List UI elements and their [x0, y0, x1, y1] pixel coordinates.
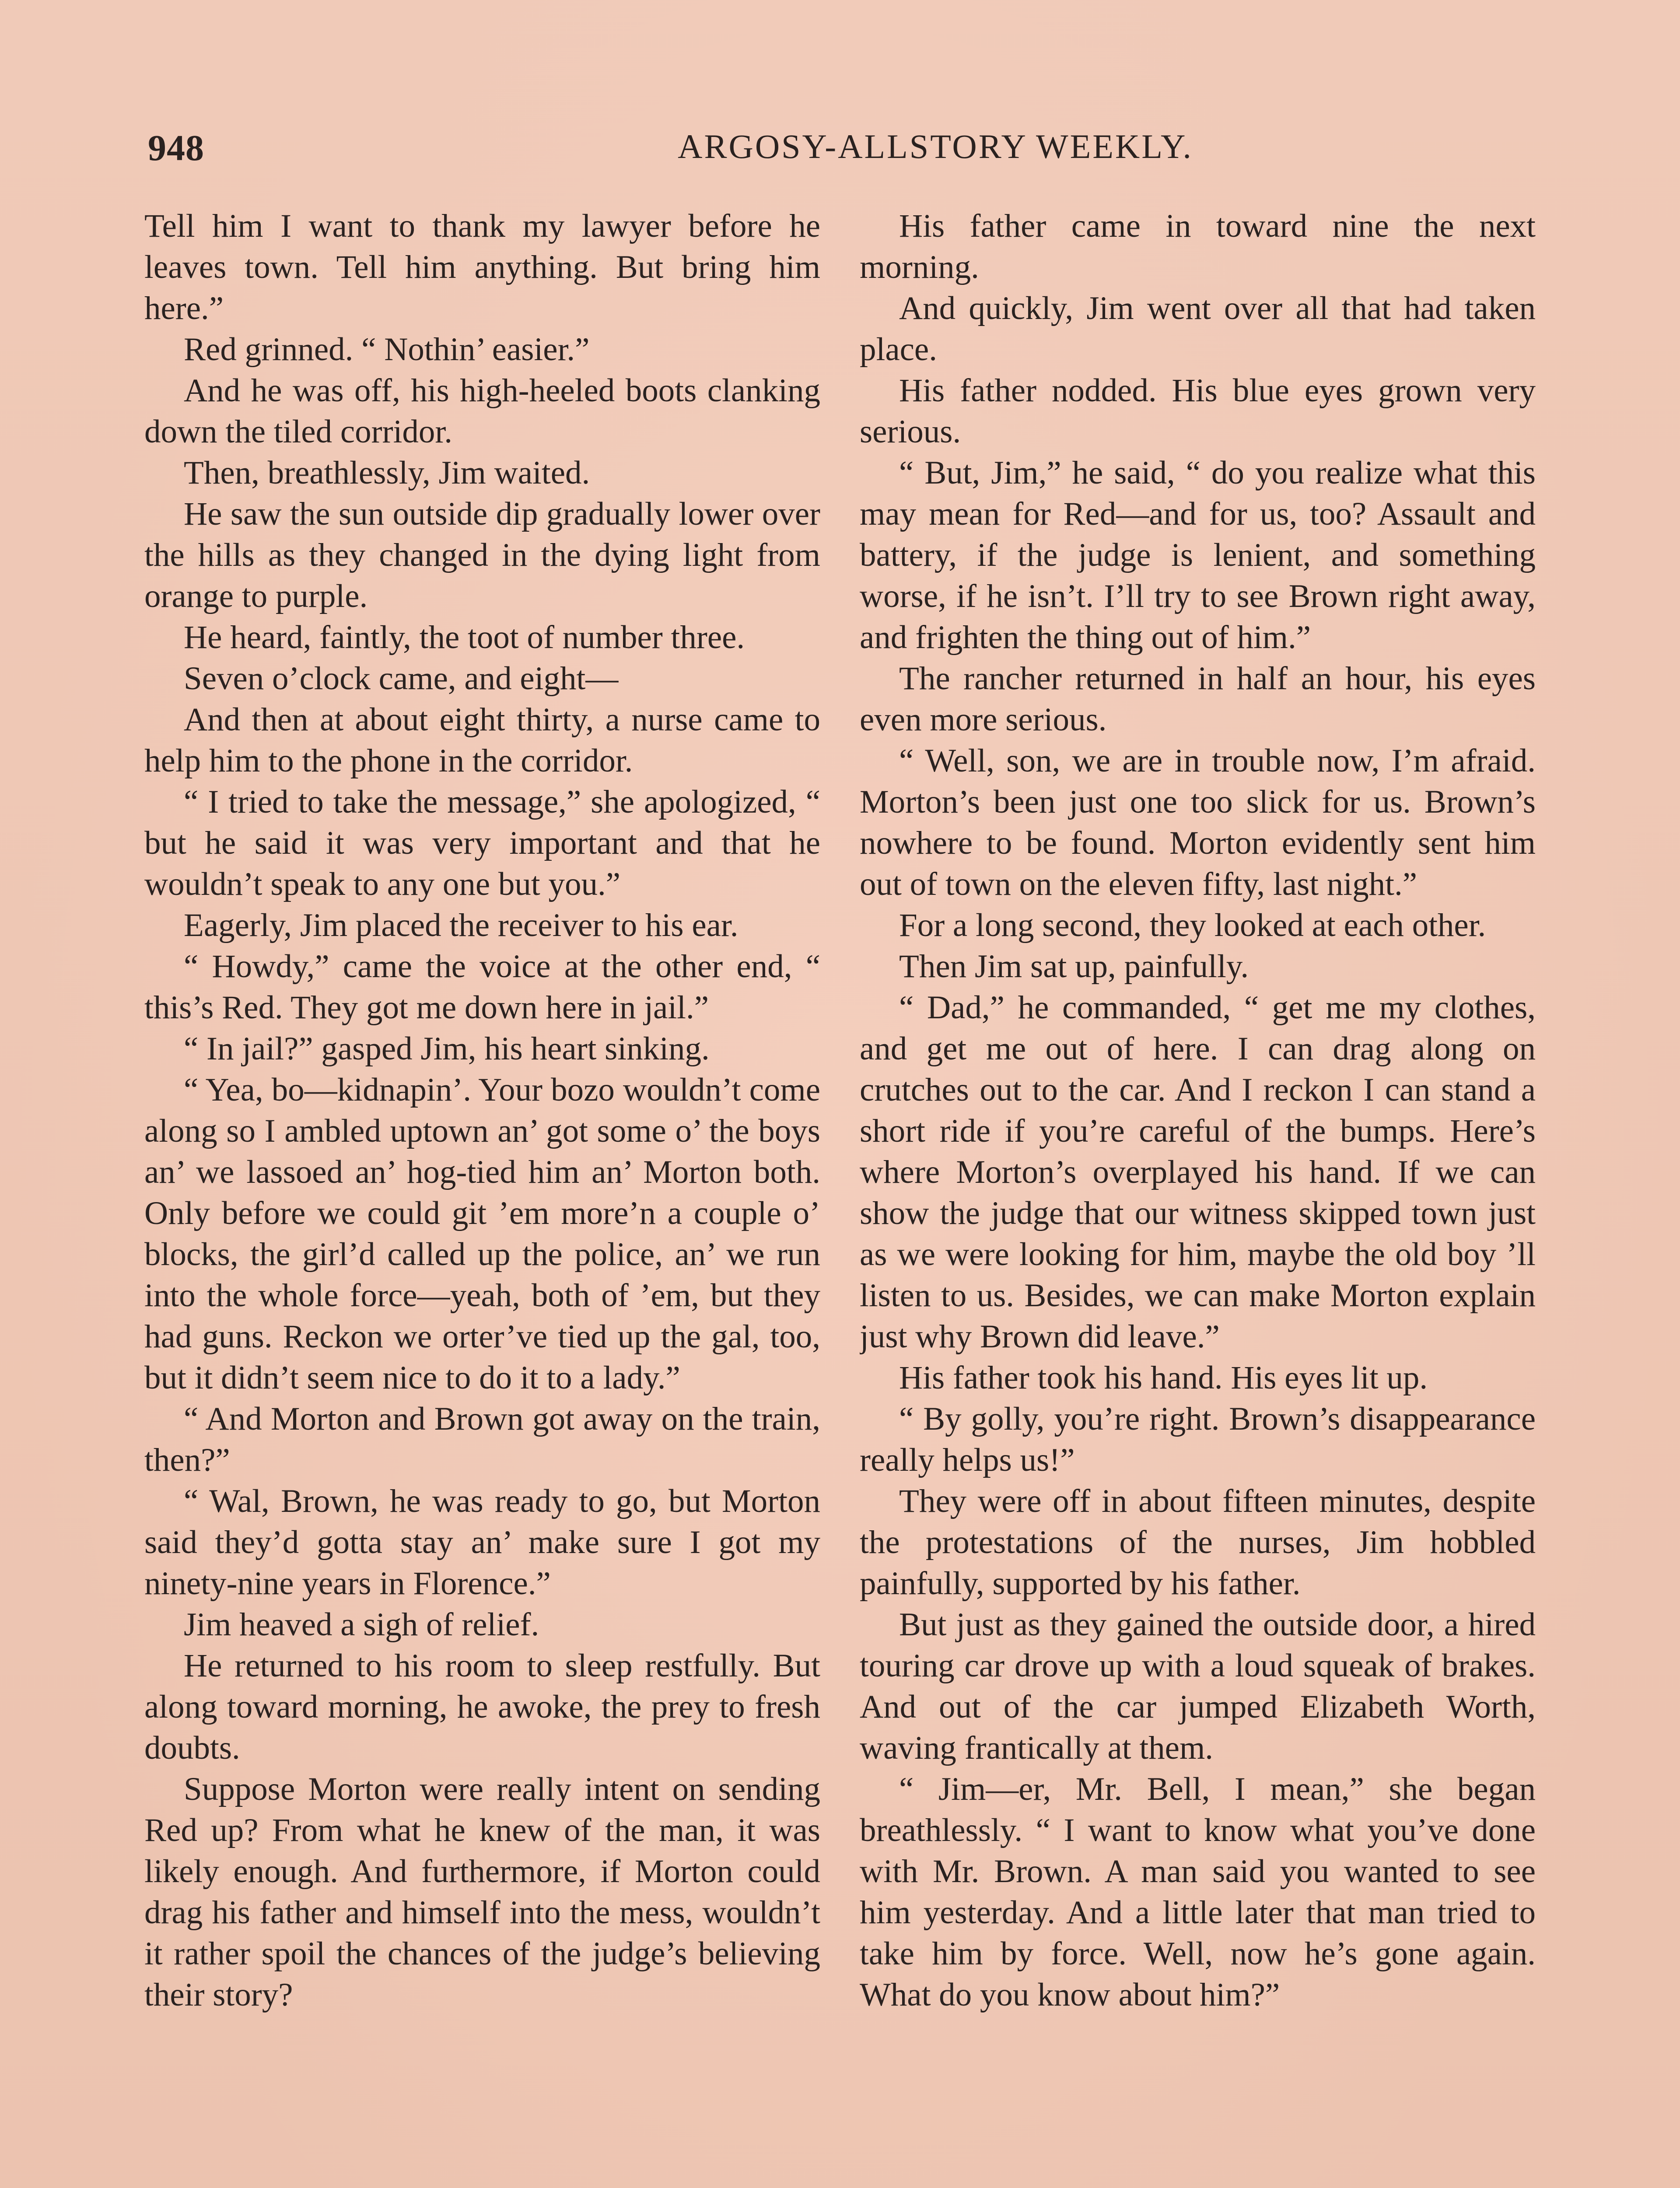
- paragraph: And then at about eight thirty, a nurse came to help him to the phone in the corridor.: [144, 701, 820, 779]
- right-column: [860, 206, 1536, 2188]
- paragraph: “ And Morton and Brown got away on the train, then?”: [144, 1401, 820, 1478]
- paragraph: “ By golly, you’re right. Brown’s disappearance really helps us!”: [860, 1401, 1536, 1478]
- paragraph: He returned to his room to sleep restfully. But along toward morning, he awoke, the prey to fresh doubts.: [144, 1648, 820, 1766]
- paragraph: And he was off, his high-heeled boots clanking down the tiled corridor.: [144, 372, 820, 450]
- text-columns: [144, 206, 1536, 2188]
- running-title: ARGOSY-ALLSTORY WEEKLY.: [678, 127, 1193, 165]
- paragraph: Tell him I want to thank my lawyer before he leaves town. Tell him anything. But bring him here.”: [144, 208, 820, 326]
- page-header: [148, 127, 1535, 179]
- paragraph: “ But, Jim,” he said, “ do you realize what this may mean for Red—and for us, too? Assault and battery, if the judge is lenient, and something worse, if he isn’t. I’ll try to see Brown right away, and frighten the thing out of him.”: [860, 455, 1536, 656]
- paragraph: He saw the sun outside dip gradually lower over the hills as they changed in the dying light from orange to purple.: [144, 496, 820, 614]
- left-column: [144, 206, 820, 2188]
- paragraph: Seven o’clock came, and eight—: [184, 660, 619, 697]
- paragraph: Then, breathlessly, Jim waited.: [184, 455, 590, 491]
- paragraph: His father nodded. His blue eyes grown very serious.: [860, 372, 1536, 450]
- paragraph: “ Jim—er, Mr. Bell, I mean,” she began breathlessly. “ I want to know what you’ve done with Mr. Brown. A man said you wanted to see him yesterday. And a little later that man tried to take him by force. Well, now he’s gone again. What do you know about him?”: [860, 1771, 1536, 2013]
- paragraph: “ In jail?” gasped Jim, his heart sinking.: [184, 1031, 710, 1067]
- paragraph: “ I tried to take the message,” she apologized, “ but he said it was very important and that he wouldn’t speak to any one but you.”: [144, 784, 820, 902]
- paragraph: “ Dad,” he commanded, “ get me my clothes, and get me out of here. I can drag along on crutches out to the car. And I reckon I can stand a short ride if you’re careful of the bumps. Here’s where Morton’s overplayed his hand. If we can show the judge that our witness skipped town just as we were looking for him, maybe the old boy ’ll listen to us. Besides, we can make Morton explain just why Brown did leave.”: [860, 989, 1536, 1355]
- paragraph: Suppose Morton were really intent on sending Red up? From what he knew of the man, it was likely enough. And furthermore, if Morton could drag his father and himself into the mess, wouldn’t it rather spoil the chances of the judge’s believing their story?: [144, 1771, 820, 2013]
- paragraph: His father came in toward nine the next morning.: [860, 208, 1536, 285]
- paragraph: But just as they gained the outside door, a hired touring car drove up with a loud squeak of brakes. And out of the car jumped Elizabeth Worth, waving frantically at them.: [860, 1606, 1536, 1766]
- paragraph: “ Howdy,” came the voice at the other end, “ this’s Red. They got me down here in jail.”: [144, 948, 820, 1026]
- paragraph: The rancher returned in half an hour, his eyes even more serious.: [860, 660, 1536, 738]
- paragraph: For a long second, they looked at each other.: [899, 907, 1486, 943]
- paragraph: They were off in about fifteen minutes, despite the protestations of the nurses, Jim hobbled painfully, supported by his father.: [860, 1483, 1536, 1602]
- page-number: 948: [148, 128, 204, 168]
- paragraph: “ Yea, bo—kidnapin’. Your bozo wouldn’t come along so I ambled uptown an’ got some o’ the boys an’ we lassoed an’ hog-tied him an’ Morton both. Only before we could git ’em more’n a couple o’ blocks, the girl’d called up the police, an’ we run into the whole force—yeah, both of ’em, but they had guns. Reckon we orter’ve tied up the gal, too, but it didn’t seem nice to do it to a lady.”: [144, 1072, 820, 1396]
- paragraph: Red grinned. “ Nothin’ easier.”: [184, 331, 590, 368]
- paragraph: “ Wal, Brown, he was ready to go, but Morton said they’d gotta stay an’ make sure I got my ninety-nine years in Florence.”: [144, 1483, 820, 1602]
- paragraph: He heard, faintly, the toot of number three.: [184, 619, 745, 656]
- paragraph: His father took his hand. His eyes lit up.: [899, 1360, 1428, 1396]
- paragraph: And quickly, Jim went over all that had taken place.: [860, 290, 1536, 368]
- paragraph: Then Jim sat up, painfully.: [899, 948, 1249, 985]
- paragraph: Eagerly, Jim placed the receiver to his ear.: [184, 907, 738, 943]
- paragraph: Jim heaved a sigh of relief.: [184, 1606, 539, 1643]
- paragraph: “ Well, son, we are in trouble now, I’m afraid. Morton’s been just one too slick for us. Brown’s nowhere to be found. Morton evidently sent him out of town on the eleven fifty, last night.”: [860, 743, 1536, 902]
